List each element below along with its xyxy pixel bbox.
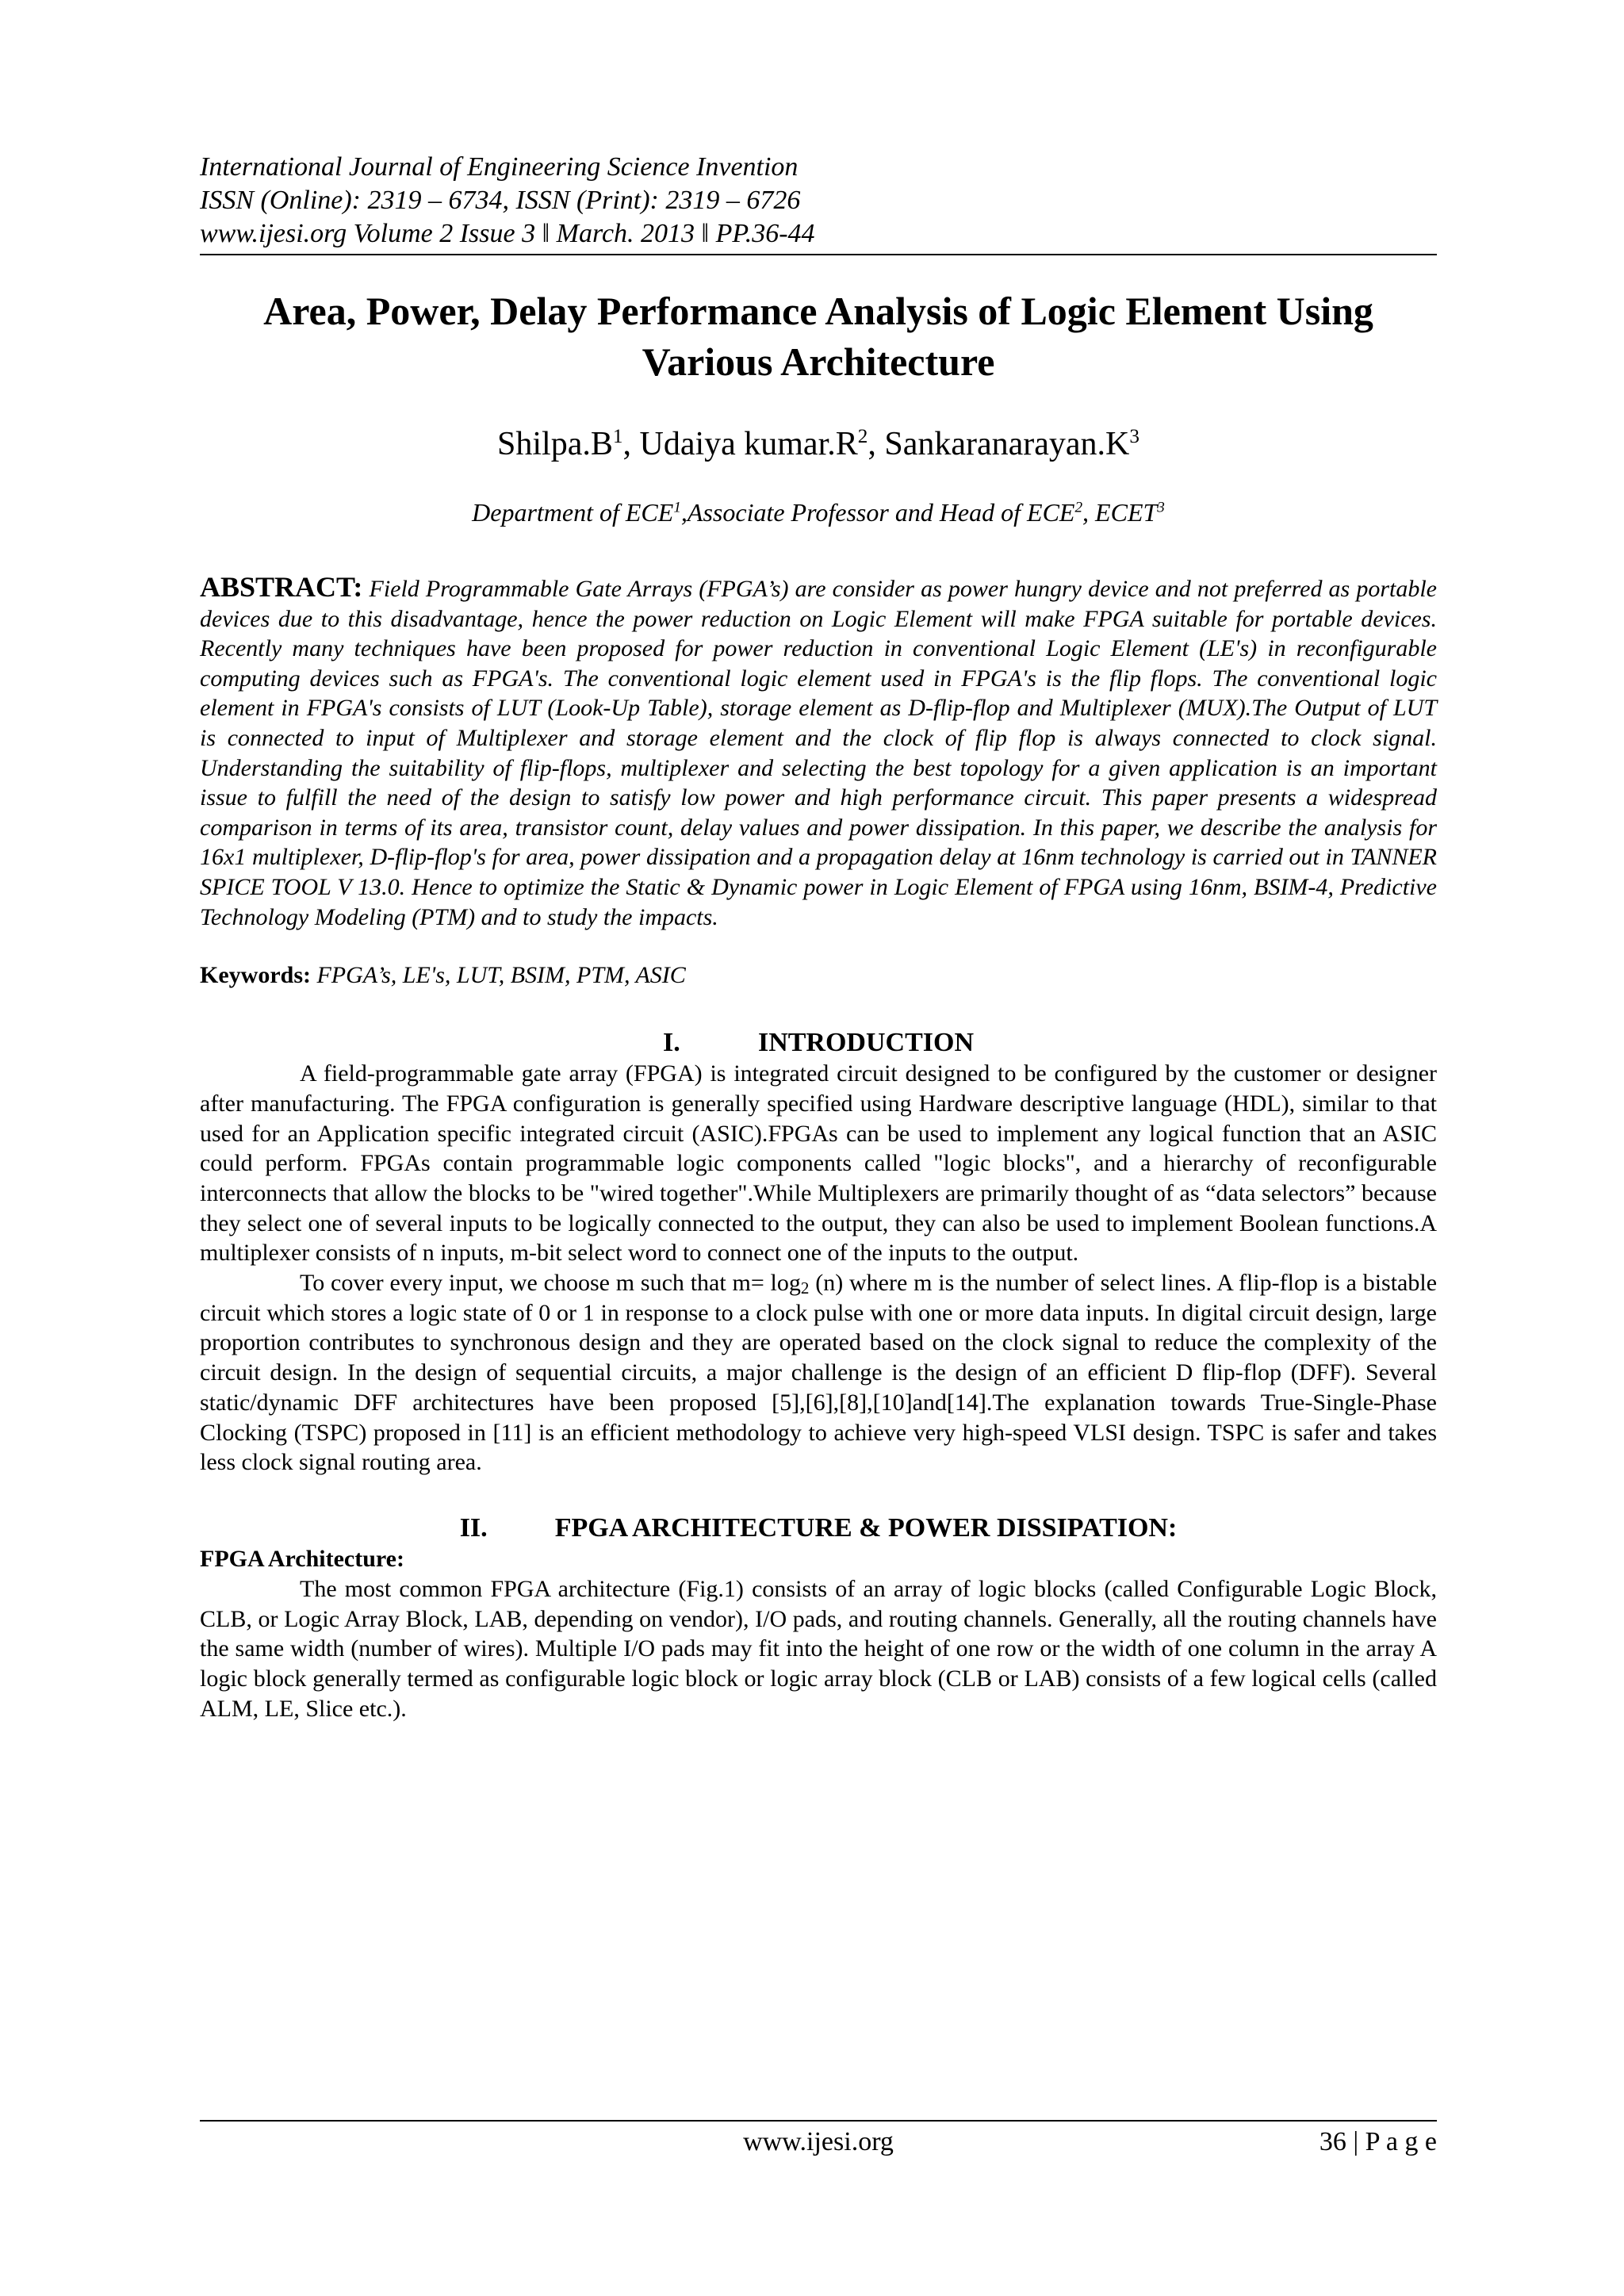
section-title: FPGA ARCHITECTURE & POWER DISSIPATION:	[554, 1512, 1178, 1543]
affil-sup-2: 2	[1074, 499, 1083, 516]
affil-part-1: Department of ECE	[472, 498, 674, 527]
intro-paragraph-1: A field-programmable gate array (FPGA) is integrated circuit designed to be configured by the customer or designer after manufacturing. The FPGA configuration is generally specified using Hardware descriptive language (HDL), similar to that used for an Application specific integrated circuit (ASIC).FPGAs can be used to implement any logical function that an ASIC could perform. FPGAs contain programmable logic components called "logic blocks", and a hierarchy of reconfigurable interconnects that allow the blocks to be "wired together".While Multiplexers are primarily thought of as “data selectors” because they select one of several inputs to be logically connected to the output, they can also be used to implement Boolean functions.A multiplexer consists of n inputs, m-bit select word to connect one of the inputs to the output.	[200, 1060, 1437, 1267]
page-footer	[200, 2120, 1437, 2156]
log-subscript: 2	[800, 1278, 810, 1298]
author-3-sup: 3	[1129, 426, 1139, 447]
journal-header	[200, 151, 1437, 251]
abstract-text: Field Programmable Gate Arrays (FPGA’s) are consider as power hungry device and not preferred as portable devices due to this disadvantage, hence the power reduction on Logic Element will make FPGA suitable for portable devices. Recently many techniques have been proposed for power reduction in conventional Logic Element (LE's) in reconfigurable computing devices such as FPGA's. The conventional logic element used in FPGA's is the flip flops. The conventional logic element in FPGA's consists of LUT (Look-Up Table), storage element as D-flip-flop and Multiplexer (MUX).The Output of LUT is connected to input of Multiplexer and storage element and the clock of flip flop is always connected to clock signal. Understanding the suitability of flip-flops, multiplexer and selecting the best topology for a given application is an important issue to fulfill the need of the design to satisfy low power and high performance circuit. This paper presents a widespread comparison in terms of its area, transistor count, delay values and power dissipation. In this paper, we describe the analysis for 16x1 multiplexer, D-flip-flop's for area, power dissipation and a propagation delay at 16nm technology is carried out in TANNER SPICE TOOL V 13.0. Hence to optimize the Static & Dynamic power in Logic Element of FPGA using 16nm, BSIM-4, Predictive Technology Modeling (PTM) and to study the impacts.	[200, 576, 1437, 930]
intro-p2-rest: (n) where m is the number of select lines. A flip-flop is a bistable circuit which stores a logic state of 0 or 1 in response to a clock pulse with one or more data inputs. In digital circuit design, large proportion contributes to synchronous design and they are operated based on the clock signal to reduce the complexity of the circuit design. In the design of sequential circuits, a major challenge is the design of an efficient D flip-flop (DFF). Several static/dynamic DFF architectures have been proposed [5],[6],[8],[10]and[14].The explanation towards True-Single-Phase Clocking (TSPC) proposed in [11] is an efficient methodology to achieve very high-speed VLSI design. TSPC is safer and takes less clock signal routing area.	[200, 1270, 1438, 1476]
journal-name: International Journal of Engineering Science Invention	[200, 152, 799, 182]
footer-url: www.ijesi.org	[743, 2127, 894, 2156]
affil-part-2: ,Associate Professor and Head of ECE	[680, 498, 1075, 527]
author-1: Shilpa.B	[497, 426, 613, 462]
subheading-fpga-architecture: FPGA Architecture:	[200, 1545, 404, 1572]
keywords	[200, 960, 1437, 991]
author-2-sup: 2	[857, 426, 868, 447]
section-heading-introduction	[200, 1027, 1437, 1059]
intro-paragraph-2	[200, 1268, 1437, 1478]
paper-page	[200, 151, 1437, 1723]
affil-part-3: , ECET	[1082, 498, 1158, 527]
paper-title	[200, 286, 1437, 387]
keywords-label: Keywords:	[200, 962, 311, 989]
title-line-1: Area, Power, Delay Performance Analysis of Logic Element Using	[263, 289, 1373, 333]
abstract-label: ABSTRACT:	[200, 571, 363, 603]
journal-volume: www.ijesi.org Volume 2 Issue 3 ǁ March. 2013 ǁ PP.36-44	[200, 219, 815, 248]
intro-p2-start: To cover every input, we choose m such that m= log	[300, 1270, 801, 1297]
section-number: II.	[459, 1512, 488, 1543]
affil-sup-3: 3	[1157, 499, 1165, 516]
keywords-text: FPGA’s, LE's, LUT, BSIM, PTM, ASIC	[316, 962, 686, 989]
abstract	[200, 573, 1437, 932]
affil-sup-1: 1	[673, 499, 681, 516]
section-title: INTRODUCTION	[757, 1028, 975, 1058]
author-2: , Udaiya kumar.R	[622, 426, 858, 462]
section-number: I.	[662, 1028, 680, 1058]
author-3: , Sankaranarayan.K	[868, 426, 1130, 462]
header-rule	[200, 254, 1437, 255]
author-1-sup: 1	[612, 426, 623, 447]
architecture-paragraph-1: The most common FPGA architecture (Fig.1) consists of an array of logic blocks (called Configurable Logic Block, CLB, or Logic Array Block, LAB, depending on vendor), I/O pads, and routing channels. Generally, all the routing channels have the same width (number of wires). Multiple I/O pads may fit into the height of one row or the width of one column in the array A logic block generally termed as configurable logic block or logic array block (CLB or LAB) consists of a few logical cells (called ALM, LE, Slice etc.).	[200, 1575, 1437, 1722]
title-line-2: Various Architecture	[642, 339, 995, 384]
affiliation	[200, 496, 1437, 528]
footer-page-number: 36 | P a g e	[1319, 2127, 1437, 2156]
author-list	[200, 424, 1437, 465]
section-heading-architecture	[200, 1512, 1437, 1544]
journal-issn: ISSN (Online): 2319 – 6734, ISSN (Print): 2319 – 6726	[200, 186, 801, 215]
